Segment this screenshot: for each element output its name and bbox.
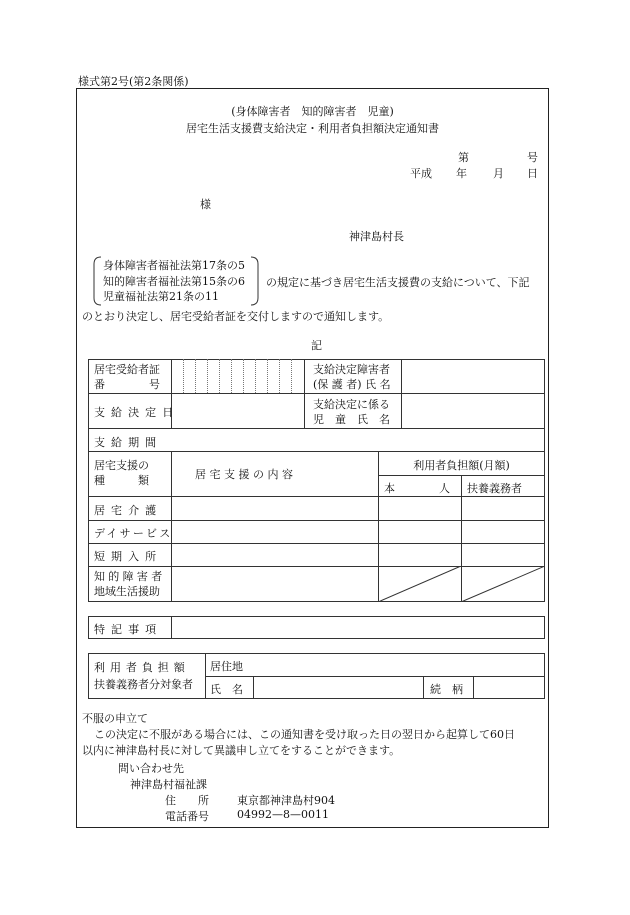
date-era: 平成 [410,167,432,180]
categories: (身体障害者 知的障害者 児童) [231,105,394,118]
appeal-heading: 不服の申立て [82,712,148,725]
number-dai: 第 [458,151,469,164]
cert-number-digit-cells [171,359,304,393]
support-obligation-label: 利用者負担額 扶養義務者分対象者 [94,661,193,691]
address-value: 東京都神津島村904 [237,794,335,807]
service-content-header: 居 宅 支 援 の 内 容 [195,468,293,481]
appeal-text-2: 以内に神津島村長に対して異議申し立てをすることができます。 [82,744,401,757]
cert-number-label: 居宅受給者証 番 号 [94,363,160,391]
decided-person-label: 支給決定障害者 (保 護 者) 氏 名 [313,363,391,391]
body-text-2: のとおり決定し、居宅受給者証を交付しますので通知します。 [82,310,390,323]
appeal-text-1: この決定に不服がある場合には、この通知書を受け取った日の翌日から起算して60日 [94,728,515,741]
date-year: 年 [456,167,467,180]
burden-header: 利用者負担額(月額) [413,459,510,472]
law-item: 知的障害者福祉法第15条の6 [103,274,245,288]
document-title: 居宅生活支援費支給決定・利用者負担額決定通知書 [186,122,439,135]
name-label: 氏 名 [210,683,243,696]
addressee-suffix: 様 [200,198,211,211]
not-applicable-diagonals [378,566,545,602]
number-go: 号 [527,151,538,164]
body-text-1: の規定に基づき居宅生活支援費の支給について、下記 [266,276,530,289]
date-month: 月 [493,167,504,180]
form-number: 様式第2号(第2条関係) [78,75,189,88]
date-day: 日 [527,167,538,180]
contact-dept: 神津島村福祉課 [130,778,207,791]
burden-support-header: 扶養義務者 [467,482,522,495]
address-label: 住 所 [165,794,209,807]
contact-heading: 問い合わせ先 [118,762,184,775]
service-row-label: 短期入所 [94,550,163,563]
law-item: 児童福祉法第21条の11 [103,290,219,303]
special-notes-label: 特記事項 [94,623,163,636]
decision-date-label: 支給決定日 [94,406,180,419]
phone-value: 04992—8—0011 [237,808,329,821]
period-label: 支給期間 [94,436,163,449]
law-item: 身体障害者福祉法第17条の5 [103,259,245,272]
issuer: 神津島村長 [349,230,404,243]
phone-label: 電話番号 [165,810,209,823]
ki-marker: 記 [311,339,322,352]
residence-label: 居住地 [210,660,243,673]
relation-label: 続 柄 [430,683,463,696]
service-row-label: 居宅介護 [94,504,163,517]
law-list [103,258,245,305]
service-row-label: デイサービス [94,527,173,540]
burden-self-header: 本 人 [384,482,450,495]
service-row-label: 知的障害者 地域生活援助 [94,570,166,598]
service-type-label: 居宅支援の 種 類 [94,459,149,487]
child-name-label: 支給決定に係る 児 童 氏 名 [313,398,390,426]
